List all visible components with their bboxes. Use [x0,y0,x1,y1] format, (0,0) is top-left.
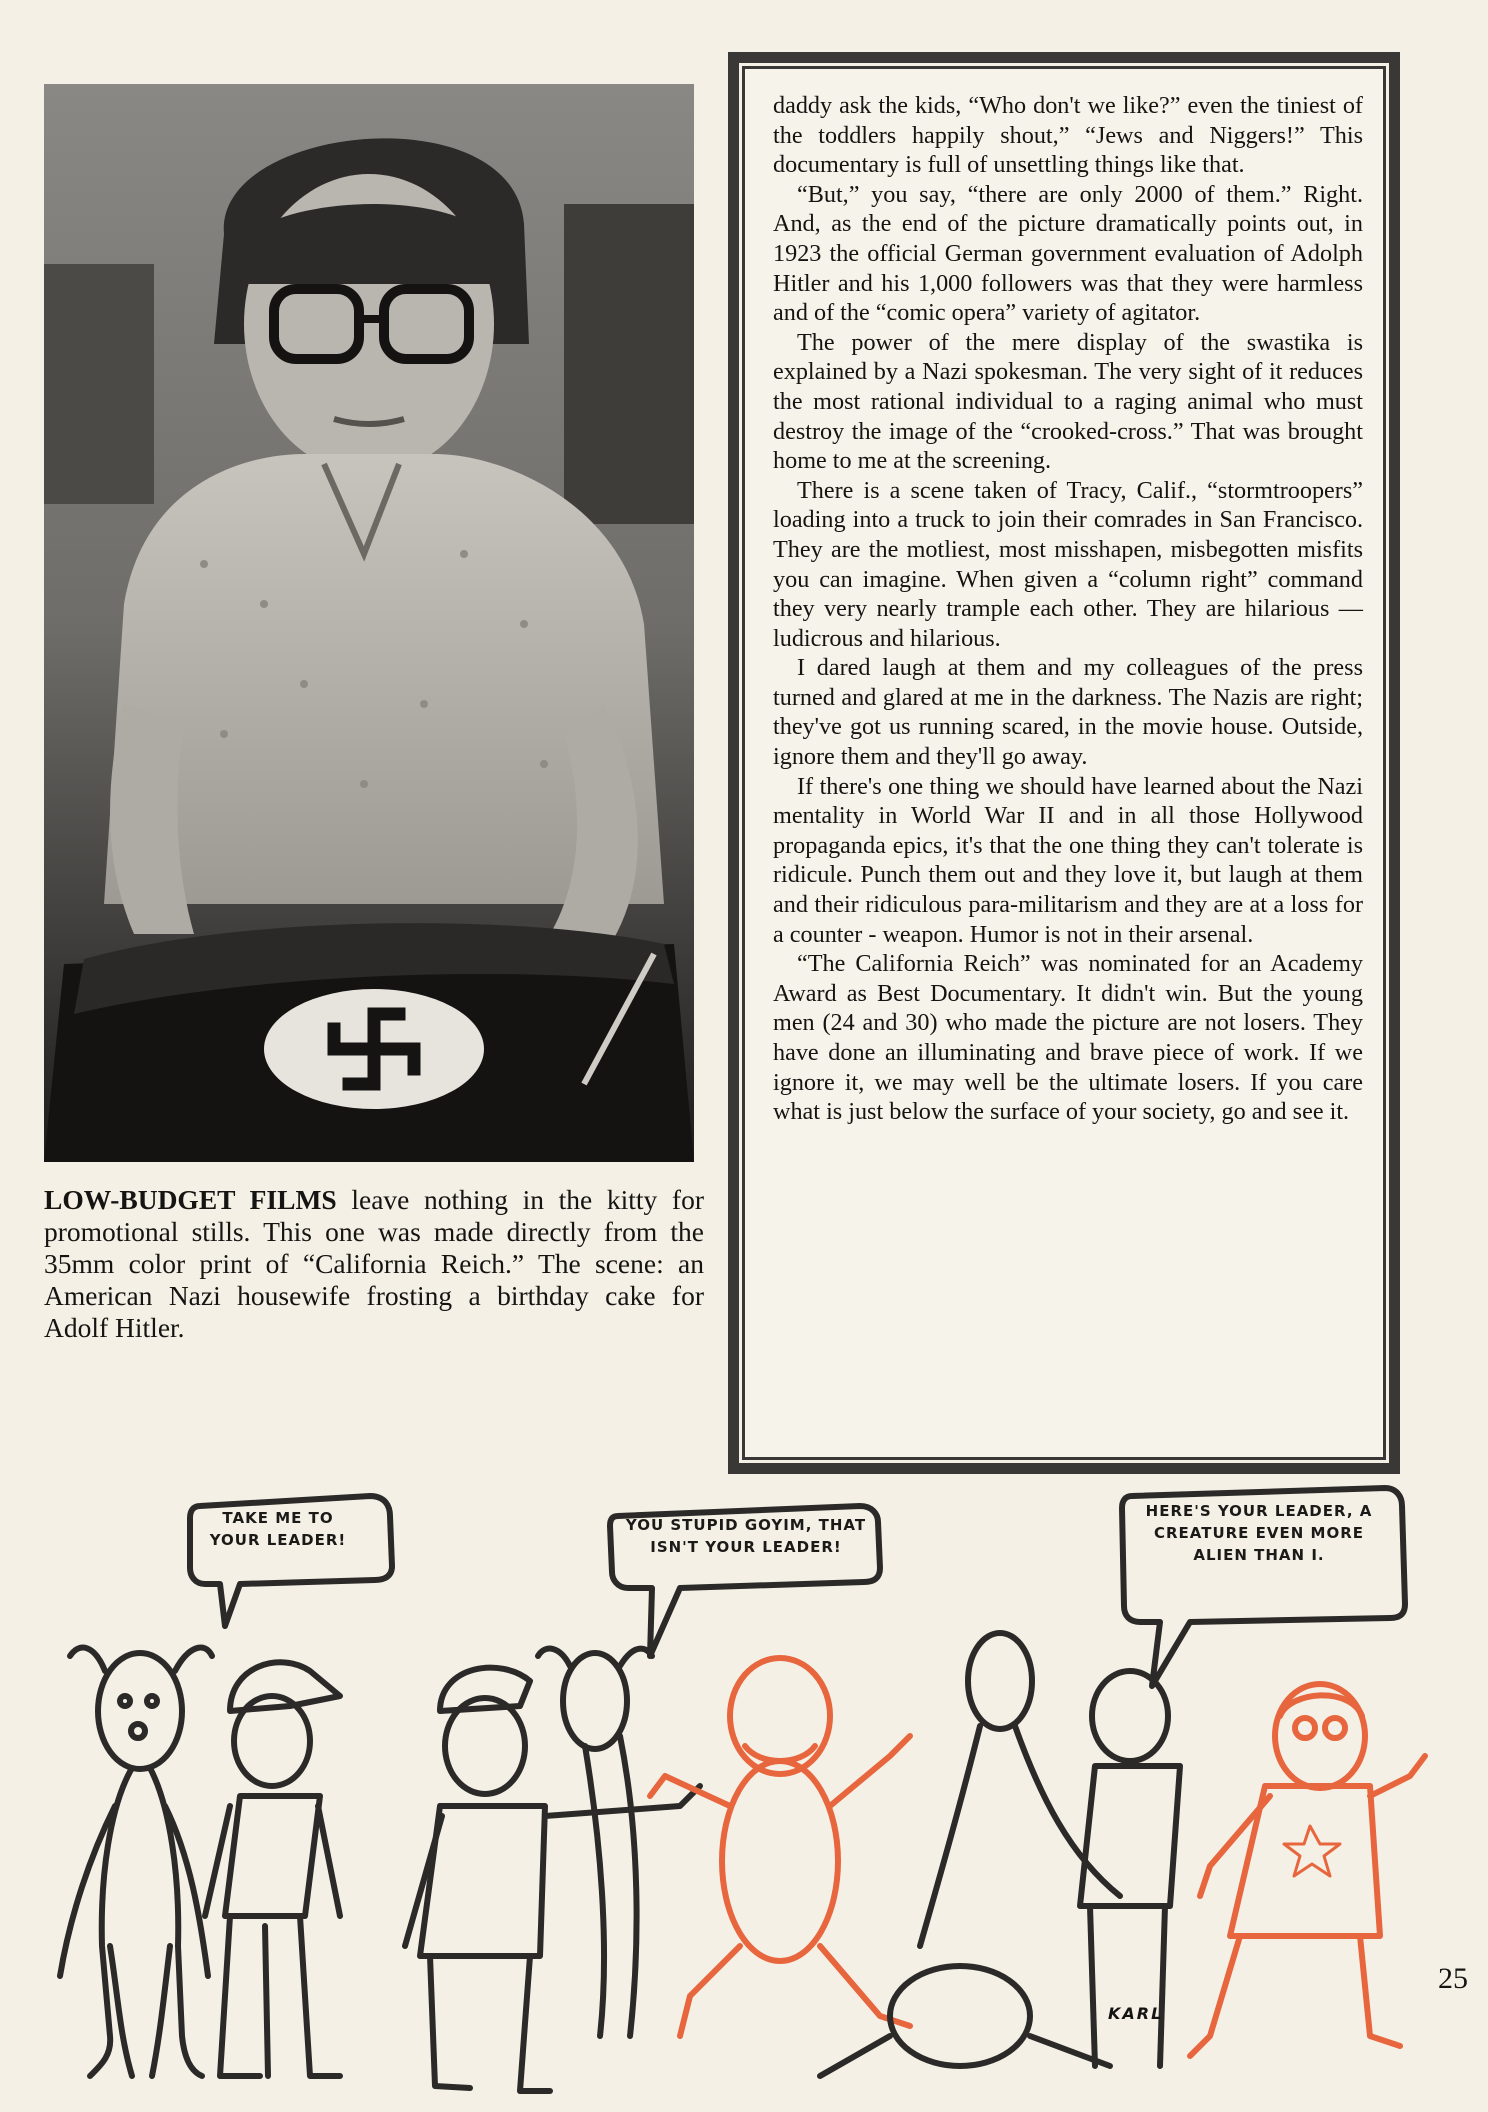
alien-figure-2 [538,1649,652,2036]
page-number: 25 [1438,1962,1468,1995]
article-paragraph-3: The power of the mere display of the swastika is explained by a Nazi spokesman. The very sight of it reduces the most rational individual to a raging animal who must destroy the image of the “crooked-cross.” That was brought home to me at the screening. [773,328,1363,475]
caption-text: leave nothing in the kitty for promotional stills. This one was made directly from the 35mm color print of “California Reich.” The scene: an American Nazi housewife frosting a birthday cake for Adolf Hitler. [44,1184,704,1343]
cartoon-strip [40,1476,1440,2112]
cartoon-drawing [40,1476,1440,2112]
leader-figure [1190,1684,1425,2056]
speech-bubble-2-text [616,1514,876,1558]
article-paragraph-5: I dared laugh at them and my colleagues of the press turned and glared at me in the darkness. The Nazis are right; they've got us running scared, in the movie house. Outside, ignore them and they'll go away. [773,654,1363,771]
photo-caption [44,1184,704,1344]
boy-figure-1 [205,1662,340,2076]
caption-lead: LOW-BUDGET FILMS [44,1184,337,1215]
bubble-2-line-1: YOU STUPID GOYIM, THAT [625,1516,867,1534]
orange-figure-1 [650,1658,910,2036]
bubble-2-line-2: ISN'T YOUR LEADER! [650,1538,842,1556]
article-paragraph-1: daddy ask the kids, “Who don't we like?” even the tiniest of the toddlers happily shout,” “Jews and Niggers!” This documentary is full of unsettling things like that. [773,92,1363,179]
article-paragraph-7: “The California Reich” was nominated for an Academy Award as Best Documentary. It didn't win. But the young men (24 and 30) who made the picture are not losers. They have done an illuminating and brave piece of work. If we ignore it, we may well be the ultimate losers. If you care what is just below the surface of your society, go and see it. [773,950,1363,1126]
bubble-1-line-2: YOUR LEADER! [209,1531,347,1549]
speech-bubble-3-text [1128,1500,1390,1566]
bubble-1-line-1: TAKE ME TO [222,1509,334,1527]
article-box [728,52,1400,1474]
article-paragraph-6: If there's one thing we should have learned about the Nazi mentality in World War II and in all those Hollywood propaganda epics, it's that the one thing they can't tolerate is ridicule. Punch them out and they love it, but laugh at them and their ridiculous para-militarism and they are at a loss for a counter - weapon. Humor is not in their arsenal. [773,772,1363,948]
article-paragraph-4: There is a scene taken of Tracy, Calif., “stormtroopers” loading into a truck to join their comrades in San Francisco. They are the motliest, most misshapen, misbegotten misfits you can imagine. When given a “column right” command they very nearly trample each other. They are hilarious — ludicrous and hilarious. [773,476,1363,652]
artist-signature: KARL [1108,2004,1164,2023]
boy-figure-2 [405,1668,700,2091]
photo-illustration [44,84,694,1162]
article-paragraph-2: “But,” you say, “there are only 2000 of them.” Right. And, as the end of the picture dramatically points out, in 1923 the official German government evaluation of Adolph Hitler and his 1,000 followers was that they were harmless and of the “comic opera” variety of agitator. [773,180,1363,327]
bubble-3-line-3: ALIEN THAN I. [1193,1546,1325,1564]
speech-bubble-1-text [198,1507,358,1551]
bubble-3-line-1: HERE'S YOUR LEADER, A [1145,1502,1373,1520]
alien-figure-1 [60,1648,212,2076]
housewife-photo [44,84,694,1162]
bubble-3-line-2: CREATURE EVEN MORE [1153,1524,1365,1542]
article-text [773,91,1363,1127]
